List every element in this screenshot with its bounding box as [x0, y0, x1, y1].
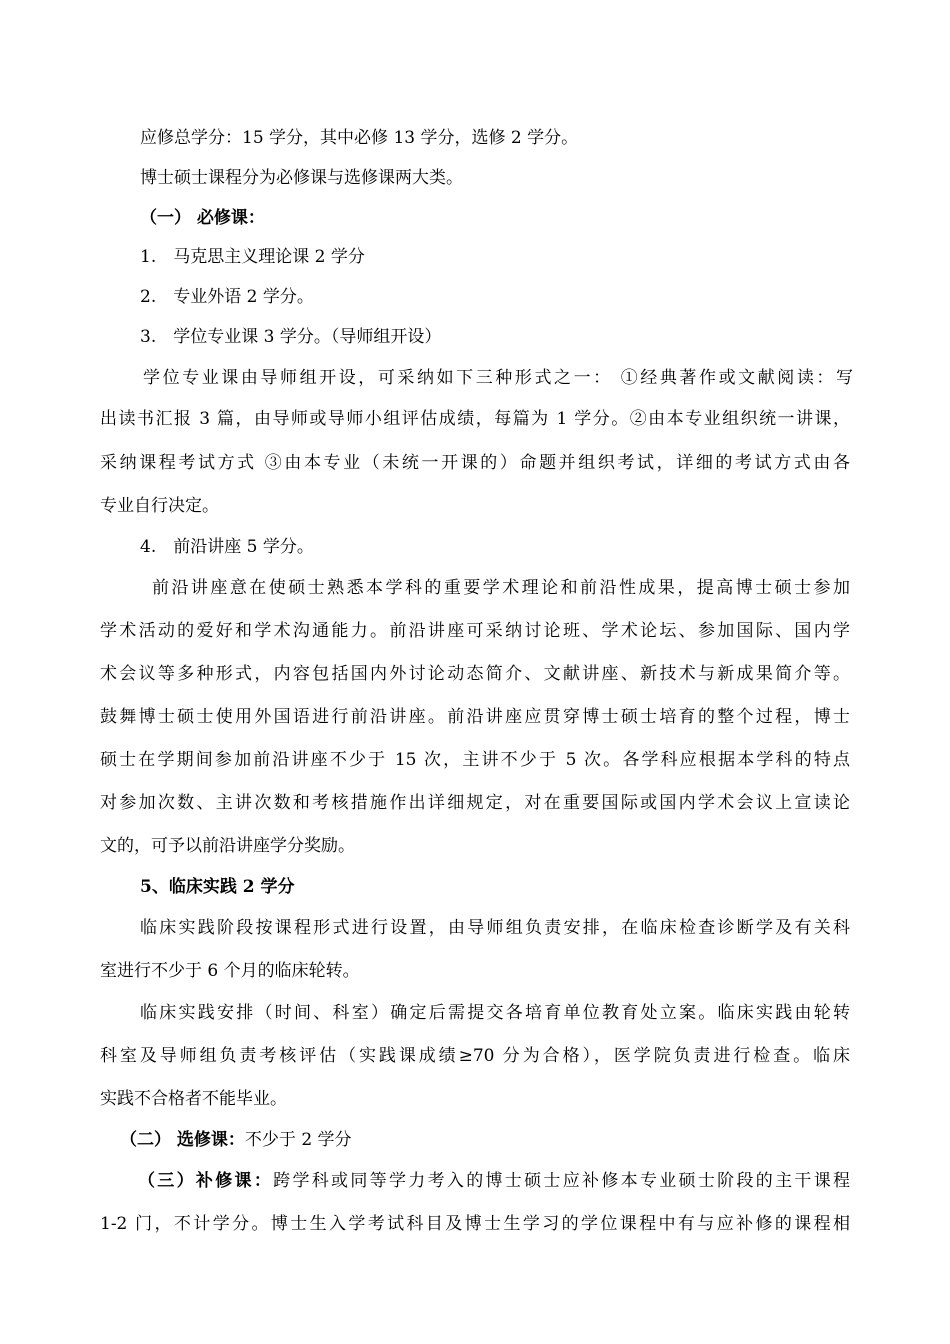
- makeup-line-2: 1-2 门，不计学分。博士生入学考试科目及博士生学习的学位课程中有与应补修的课程相: [100, 1214, 850, 1234]
- degree-course-paragraph-line-2: 出读书汇报 3 篇，由导师或导师小组评估成绩，每篇为 1 学分。②由本专业组织统一讲课，: [100, 409, 850, 429]
- required-courses-heading: （一） 必修课：: [140, 208, 265, 228]
- degree-course-paragraph-line-1: 学位专业课由导师组开设，可采纳如下三种形式之一： ①经典著作或文献阅读：写: [143, 368, 853, 388]
- course-categories-line: 博士硕士课程分为必修课与选修课两大类。: [140, 168, 463, 188]
- makeup-heading: （三）补修课：: [138, 1171, 274, 1191]
- list-item-2: 2. 专业外语 2 学分。: [140, 287, 314, 307]
- degree-course-paragraph-line-3: 采纳课程考试方式 ③由本专业（未统一开课的）命题并组织考试，详细的考试方式由各: [100, 453, 850, 473]
- makeup-line-1: [138, 1169, 850, 1193]
- lecture-paragraph-line-1: 前沿讲座意在使硕士熟悉本学科的重要学术理论和前沿性成果，提高博士硕士参加: [152, 578, 850, 598]
- elective-requirement: 不少于 2 学分: [244, 1130, 352, 1150]
- elective-heading: （二） 选修课：: [120, 1130, 245, 1150]
- clinical-paragraph-line-1: 临床实践阶段按课程形式进行设置，由导师组负责安排，在临床检查诊断学及有关科: [140, 918, 850, 938]
- list-item-4: 4. 前沿讲座 5 学分。: [140, 537, 314, 557]
- clinical-paragraph-line-2: 室进行不少于 6 个月的临床轮转。: [100, 961, 360, 981]
- lecture-paragraph-line-2: 学术活动的爱好和学术沟通能力。前沿讲座可采纳讨论班、学术论坛、参加国际、国内学: [100, 621, 850, 641]
- degree-course-paragraph-line-4: 专业自行决定。: [100, 496, 219, 516]
- lecture-paragraph-line-5: 硕士在学期间参加前沿讲座不少于 15 次，主讲不少于 5 次。各学科应根据本学科的特点: [100, 750, 850, 770]
- clinical-arrangement-line-3: 实践不合格者不能毕业。: [100, 1089, 287, 1109]
- lecture-paragraph-line-6: 对参加次数、主讲次数和考核措施作出详细规定，对在重要国际或国内学术会议上宣读论: [100, 793, 850, 813]
- makeup-text: 跨学科或同等学力考入的博士硕士应补修本专业硕士阶段的主干课程: [273, 1171, 851, 1191]
- lecture-paragraph-line-4: 鼓舞博士硕士使用外国语进行前沿讲座。前沿讲座应贯穿博士硕士培育的整个过程，博士: [100, 707, 850, 727]
- total-credits-line: 应修总学分：15 学分，其中必修 13 学分，选修 2 学分。: [140, 128, 579, 148]
- list-item-3: 3. 学位专业课 3 学分。（导师组开设）: [140, 327, 442, 347]
- list-item-1: 1. 马克思主义理论课 2 学分: [140, 247, 365, 267]
- clinical-arrangement-line-1: 临床实践安排（时间、科室）确定后需提交各培育单位教育处立案。临床实践由轮转: [140, 1003, 850, 1023]
- clinical-practice-heading: 5、临床实践 2 学分: [140, 877, 295, 897]
- elective-line: [120, 1128, 352, 1152]
- lecture-paragraph-line-3: 术会议等多种形式，内容包括国内外讨论动态简介、文献讲座、新技术与新成果简介等。: [100, 664, 850, 684]
- lecture-paragraph-line-7: 文的，可予以前沿讲座学分奖励。: [100, 836, 355, 856]
- clinical-arrangement-line-2: 科室及导师组负责考核评估（实践课成绩≥70 分为合格），医学院负责进行检查。临床: [100, 1046, 850, 1066]
